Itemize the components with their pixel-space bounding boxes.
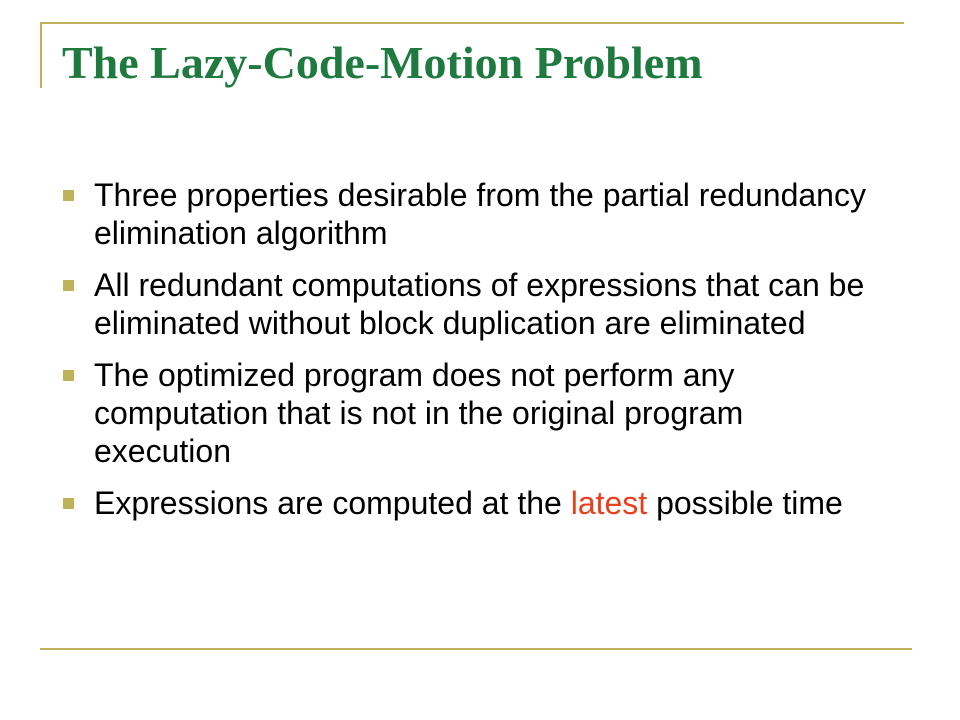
left-rule [40,22,42,88]
square-bullet-icon [63,190,74,201]
slide-title: The Lazy-Code-Motion Problem [62,37,703,88]
highlighted-word: latest [570,485,648,521]
bullet-text: The optimized program does not perform any computation that is not in the original program execution [94,357,744,469]
square-bullet-icon [63,280,74,291]
bullet-item [60,176,880,252]
bullet-text: All redundant computations of expressions that can be eliminated without block duplication are eliminated [94,267,865,341]
bottom-rule [40,648,912,650]
bullet-text-part: possible time [647,485,843,521]
bullet-text: Three properties desirable from the partial redundancy elimination algorithm [94,177,866,251]
bullet-item [60,484,880,522]
bullet-item [60,266,880,342]
top-rule [40,22,904,24]
bullet-item [60,356,880,470]
bullet-text-part: Expressions are computed at the [94,485,571,521]
square-bullet-icon [63,370,74,381]
bullet-list [60,176,880,536]
square-bullet-icon [63,498,74,509]
